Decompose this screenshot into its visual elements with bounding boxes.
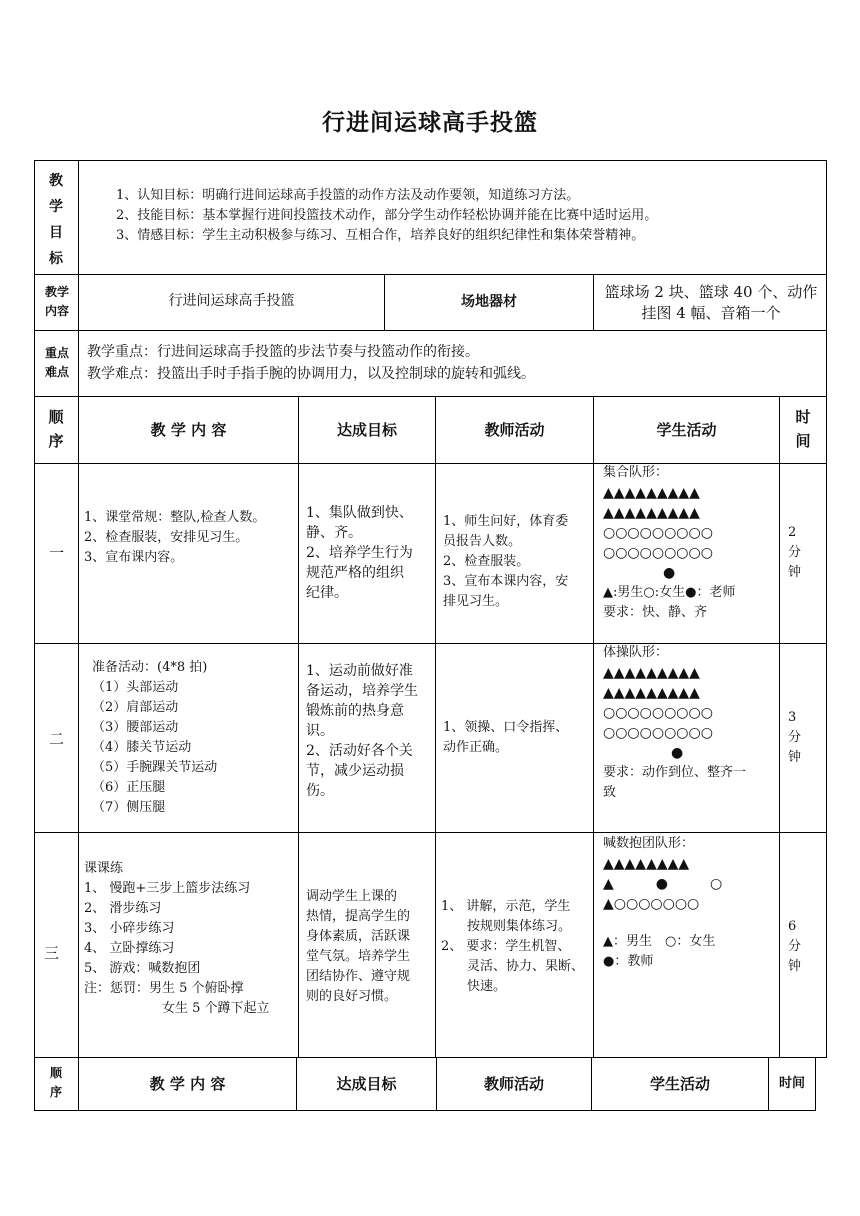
formation-line: ▲○○○○○○○ — [603, 896, 700, 912]
header-teacher: 教师活动 — [484, 421, 545, 439]
teaching-focus: 教学重点：行进间运球高手投篮的步法节奏与投篮动作的衔接。 — [87, 344, 479, 360]
time-unit: 钟 — [788, 565, 802, 580]
list-item: 2、培养学生行为 — [306, 545, 413, 561]
list-item: 按规则集体练习。 — [467, 919, 572, 934]
list-item: 动作正确。 — [443, 740, 509, 755]
teacher-marker: ● — [663, 565, 676, 581]
row1-content — [84, 508, 265, 568]
list-item: 规范严格的组织 — [306, 565, 404, 581]
list-item: 堂气氛。培养学生 — [306, 949, 411, 964]
legend-note: ▲：男生 ○：女生 — [603, 934, 716, 949]
requirement-note: 要求：动作到位、整齐一 — [603, 765, 747, 780]
formation-line: ▲▲▲▲▲▲▲▲▲ — [603, 665, 700, 681]
list-item: 灵活、协力、果断、 — [467, 959, 585, 974]
list-item: 则的良好习惯。 — [306, 989, 398, 1004]
list-item: 调动学生上课的 — [306, 889, 398, 904]
formation-line: ○○○○○○○○○ — [603, 725, 713, 741]
venue-label: 场地器材 — [461, 294, 517, 310]
row1-time-cell — [779, 463, 827, 644]
header-goal: 达成目标 — [336, 421, 397, 439]
list-item: 2、 滑步练习 — [84, 901, 162, 916]
formation-line: ▲ ● ○ — [603, 876, 723, 892]
time-value: 3 — [788, 710, 797, 725]
legend-note: ●：教师 — [603, 954, 654, 969]
formation-line: ▲▲▲▲▲▲▲▲▲ — [603, 505, 700, 521]
list-item: 准备活动：(4*8 拍) — [92, 660, 208, 675]
row2-teacher — [443, 718, 568, 758]
header-time: 时 间 — [795, 408, 811, 450]
row3-time-cell — [779, 832, 827, 1058]
row3-goal — [306, 887, 410, 1007]
formation-line: ▲▲▲▲▲▲▲▲▲ — [603, 485, 700, 501]
keypoints-label: 重点 难点 — [44, 346, 69, 379]
list-item: 3、宣布本课内容，安 — [443, 574, 569, 589]
list-item: 员报告人数。 — [443, 534, 522, 549]
keypoints-text — [87, 341, 535, 385]
formation-line: ○○○○○○○○○ — [603, 525, 713, 541]
list-item: 1、 慢跑+三步上篮步法练习 — [84, 881, 251, 896]
formation-line: ○○○○○○○○○ — [603, 705, 713, 721]
list-item: 1、 讲解，示范，学生 — [441, 899, 571, 914]
footer-content: 教 学 内 容 — [149, 1075, 226, 1093]
row2-student — [603, 643, 746, 803]
list-item: 身体素质，活跃课 — [306, 929, 411, 944]
footer-goal: 达成目标 — [336, 1075, 397, 1093]
objective-item: 2、技能目标：基本掌握行进间投篮技术动作，部分学生动作轻松协调并能在比赛中适时运用。 — [116, 208, 658, 223]
row2-time — [788, 708, 801, 768]
row3-time — [788, 917, 801, 977]
formation-title: 喊数抱团队形： — [603, 836, 695, 851]
list-item: 识。 — [306, 723, 334, 739]
time-value: 2 — [788, 525, 797, 540]
list-item: 热情，提高学生的 — [306, 909, 411, 924]
list-item: 3、 小碎步练习 — [84, 921, 175, 936]
list-item: 1、师生问好，体育委 — [443, 514, 569, 529]
footer-student: 学生活动 — [649, 1075, 710, 1093]
header-content: 教 学 内 容 — [150, 421, 227, 439]
time-unit: 分 — [788, 939, 802, 954]
list-item: 排见习生。 — [443, 594, 509, 609]
time-unit: 钟 — [788, 959, 802, 974]
list-item: 1、课堂常规：整队,检查人数。 — [84, 510, 266, 525]
list-item: 团结协作、遵守规 — [306, 969, 411, 984]
formation-title: 集合队形： — [603, 465, 669, 480]
list-item: 2、活动好各个关 — [306, 743, 413, 759]
list-item: 注：惩罚：男生 5 个俯卧撑 — [84, 981, 244, 996]
legend-note: ▲:男生○:女生●：老师 — [603, 585, 736, 600]
list-item: 2、检查服装。 — [443, 554, 530, 569]
list-item: （1）头部运动 — [92, 680, 179, 695]
objectives-list — [116, 186, 657, 246]
time-unit: 分 — [788, 730, 802, 745]
list-item: 2、 要求：学生机智、 — [441, 939, 571, 954]
content-value: 行进间运球高手投篮 — [168, 293, 295, 309]
list-item: 纪律。 — [306, 585, 348, 601]
formation-title: 体操队形： — [603, 645, 669, 660]
row1-time — [788, 523, 801, 583]
list-item: 1、运动前做好准 — [306, 663, 413, 679]
header-order: 顺 序 — [48, 408, 64, 450]
list-item: 课课练 — [84, 861, 124, 876]
row2-time-cell — [779, 643, 827, 833]
footer-time: 时间 — [778, 1076, 805, 1091]
requirement-note: 要求：快、静、齐 — [603, 605, 708, 620]
row2-order: 二 — [48, 730, 64, 748]
row1-goal — [306, 503, 413, 603]
objective-item: 3、情感目标：学生主动积极参与练习、互相合作，培养良好的组织纪律性和集体荣誉精神。 — [116, 228, 645, 243]
row3-content — [84, 859, 270, 1019]
list-item: （5）手腕踝关节运动 — [92, 760, 218, 775]
list-item: （7）侧压腿 — [92, 800, 166, 815]
list-item: （3）腰部运动 — [92, 720, 179, 735]
page-title: 行进间运球高手投篮 — [322, 110, 538, 136]
row1-teacher — [443, 512, 568, 612]
row2-content — [92, 658, 217, 818]
formation-line: ▲▲▲▲▲▲▲▲▲ — [603, 685, 700, 701]
row2-goal — [306, 661, 418, 801]
list-item: 女生 5 个蹲下起立 — [162, 1001, 270, 1016]
row3-student — [603, 834, 722, 972]
formation-line: ▲▲▲▲▲▲▲▲ — [603, 856, 690, 872]
list-item: 1、集队做到快、 — [306, 505, 413, 521]
time-unit: 钟 — [788, 750, 802, 765]
time-value: 6 — [788, 919, 797, 934]
list-item: （6）正压腿 — [92, 780, 166, 795]
list-item: 快速。 — [467, 979, 507, 994]
list-item: 锻炼前的热身意 — [306, 703, 404, 719]
list-item: （4）膝关节运动 — [92, 740, 192, 755]
list-item: 1、领操、口令指挥、 — [443, 720, 569, 735]
formation-line: ○○○○○○○○○ — [603, 545, 713, 561]
objectives-label: 教 学 目 标 — [49, 173, 63, 267]
row1-order: 一 — [48, 544, 64, 562]
list-item: 2、检查服装，安排见习生。 — [84, 530, 249, 545]
list-item: 5、 游戏：喊数抱团 — [84, 961, 201, 976]
requirement-note: 致 — [603, 785, 617, 800]
footer-order: 顺 序 — [49, 1066, 62, 1099]
teacher-marker: ● — [671, 745, 684, 761]
list-item: 3、宣布课内容。 — [84, 550, 184, 565]
list-item: 备运动，培养学生 — [306, 683, 418, 699]
teaching-difficulty: 教学难点：投篮出手时手指手腕的协调用力，以及控制球的旋转和弧线。 — [87, 366, 535, 382]
list-item: 节，减少运动损 — [306, 763, 404, 779]
time-unit: 分 — [788, 545, 802, 560]
objective-item: 1、认知目标：明确行进间运球高手投篮的动作方法及动作要领，知道练习方法。 — [116, 188, 580, 203]
list-item: 静、齐。 — [306, 525, 362, 541]
footer-teacher: 教师活动 — [483, 1075, 544, 1093]
row3-teacher — [441, 897, 584, 997]
list-item: 4、 立卧撑练习 — [84, 941, 175, 956]
header-student: 学生活动 — [656, 421, 717, 439]
list-item: （2）肩部运动 — [92, 700, 179, 715]
venue-value: 篮球场 2 块、篮球 40 个、动作挂图 4 幅、音箱一个 — [604, 283, 818, 322]
list-item: 伤。 — [306, 783, 334, 799]
row1-student — [603, 463, 735, 623]
content-label: 教学 内容 — [44, 285, 69, 318]
row3-order: 三 — [43, 944, 59, 962]
